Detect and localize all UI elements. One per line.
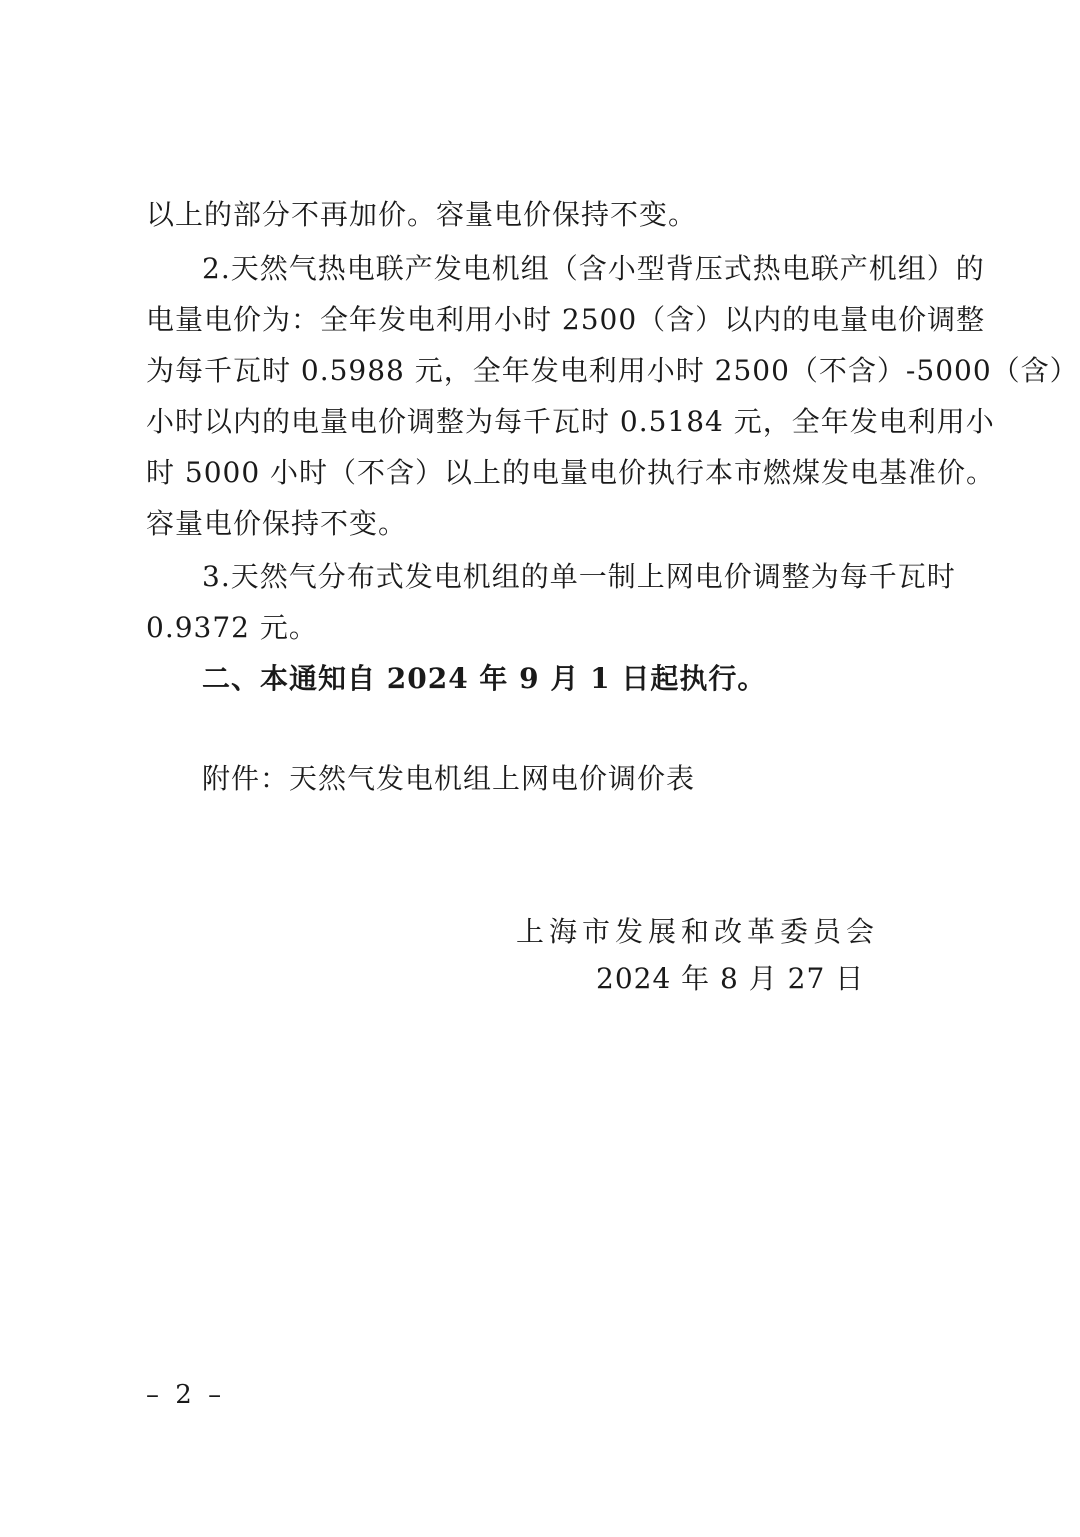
paragraph-line: 以上的部分不再加价。容量电价保持不变。 bbox=[146, 198, 698, 231]
section-two-heading: 二、本通知自 2024 年 9 月 1 日起执行。 bbox=[202, 662, 767, 695]
paragraph-line: 0.9372 元。 bbox=[146, 611, 318, 644]
paragraph-line: 为每千瓦时 0.5988 元，全年发电利用小时 2500（不含）-5000（含） bbox=[146, 354, 1079, 387]
paragraph-line: 电量电价为：全年发电利用小时 2500（含）以内的电量电价调整 bbox=[146, 303, 986, 336]
paragraph-line: 容量电价保持不变。 bbox=[146, 507, 408, 540]
attachment-line: 附件：天然气发电机组上网电价调价表 bbox=[202, 762, 696, 795]
paragraph-line: 3.天然气分布式发电机组的单一制上网电价调整为每千瓦时 bbox=[202, 560, 956, 593]
paragraph-line: 2.天然气热电联产发电机组（含小型背压式热电联产机组）的 bbox=[202, 252, 985, 285]
paragraph-line: 小时以内的电量电价调整为每千瓦时 0.5184 元，全年发电利用小 bbox=[146, 405, 995, 438]
paragraph-line: 时 5000 小时（不含）以上的电量电价执行本市燃煤发电基准价。 bbox=[146, 456, 996, 489]
signature-date: 2024 年 8 月 27 日 bbox=[596, 962, 865, 995]
signature-organization: 上海市发展和改革委员会 bbox=[516, 915, 880, 948]
page-number: – 2 – bbox=[146, 1380, 226, 1410]
